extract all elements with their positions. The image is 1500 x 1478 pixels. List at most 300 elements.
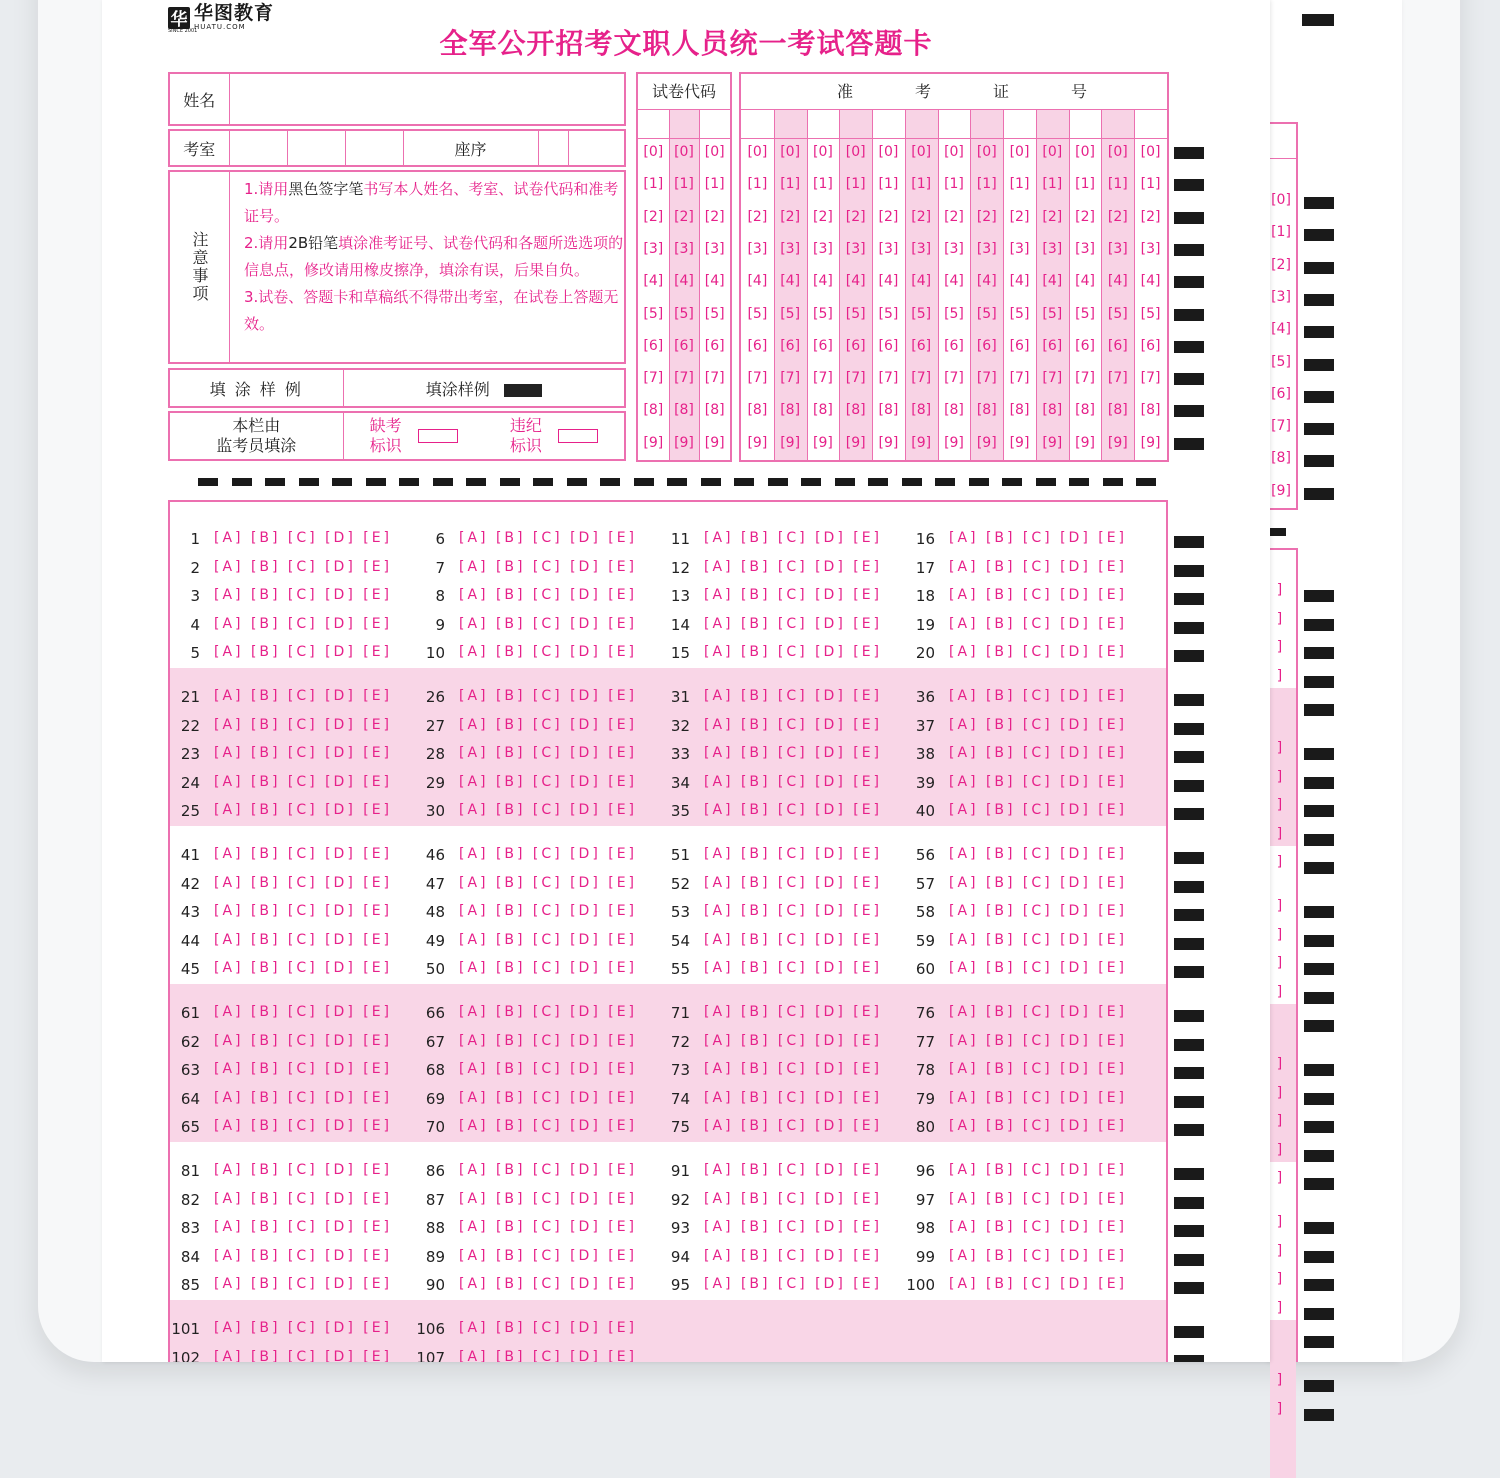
- answer-options[interactable]: [A] [B] [C] [D] [E]: [949, 874, 1128, 891]
- answer-options[interactable]: [A] [B] [C] [D] [E]: [459, 688, 638, 704]
- paper-code-bubble[interactable]: [3]: [643, 240, 664, 257]
- paper-code-bubble[interactable]: [2]: [704, 208, 725, 225]
- admission-bubble[interactable]: [6]: [1009, 337, 1030, 354]
- admission-bubble[interactable]: [8]: [1075, 402, 1095, 419]
- bracket[interactable]: ]: [1276, 667, 1284, 684]
- answer-options[interactable]: [A] [B] [C] [D] [E]: [214, 745, 393, 762]
- answer-options[interactable]: [A] [B] [C] [D] [E]: [949, 745, 1128, 762]
- admission-bubble[interactable]: [4]: [944, 273, 964, 290]
- digit-bubble[interactable]: [9]: [1271, 482, 1291, 499]
- admission-bubble[interactable]: [7]: [1107, 370, 1128, 387]
- admission-bubble[interactable]: [6]: [1075, 337, 1095, 354]
- admission-bubble[interactable]: [7]: [747, 370, 768, 387]
- admission-bubble[interactable]: [0]: [812, 144, 833, 160]
- admission-bubble[interactable]: [0]: [1009, 144, 1030, 160]
- paper-code-bubble[interactable]: [5]: [643, 305, 664, 322]
- admission-bubble[interactable]: [5]: [812, 305, 833, 322]
- answer-options[interactable]: [A] [B] [C] [D] [E]: [704, 903, 883, 920]
- admission-bubble[interactable]: [0]: [1107, 144, 1128, 160]
- admission-bubble[interactable]: [0]: [845, 144, 866, 160]
- answer-options[interactable]: [A] [B] [C] [D] [E]: [949, 802, 1128, 819]
- digit-bubble[interactable]: [1]: [1271, 224, 1291, 241]
- paper-code-bubble[interactable]: [8]: [674, 402, 694, 419]
- admission-bubble[interactable]: [7]: [1075, 370, 1095, 387]
- admission-bubble[interactable]: [8]: [845, 402, 866, 419]
- admission-bubble[interactable]: [4]: [911, 273, 932, 290]
- admission-bubble[interactable]: [8]: [780, 402, 801, 419]
- admission-bubble[interactable]: [9]: [1140, 434, 1161, 451]
- paper-code-bubble[interactable]: [6]: [704, 337, 725, 354]
- bracket[interactable]: ]: [1276, 1242, 1284, 1259]
- answer-options[interactable]: [A] [B] [C] [D] [E]: [459, 587, 638, 604]
- answer-options[interactable]: [A] [B] [C] [D] [E]: [214, 960, 393, 977]
- admission-bubble[interactable]: [1]: [1140, 176, 1161, 193]
- answer-options[interactable]: [A] [B] [C] [D] [E]: [949, 1032, 1128, 1049]
- answer-options[interactable]: [A] [B] [C] [D] [E]: [704, 802, 883, 819]
- admission-bubble[interactable]: [1]: [1075, 176, 1095, 193]
- admission-bubble[interactable]: [8]: [944, 402, 964, 419]
- answer-options[interactable]: [A] [B] [C] [D] [E]: [214, 1348, 393, 1362]
- admission-bubble[interactable]: [1]: [944, 176, 964, 193]
- room-cell[interactable]: [287, 130, 345, 166]
- answer-options[interactable]: [A] [B] [C] [D] [E]: [459, 558, 638, 575]
- admission-bubble[interactable]: [2]: [1107, 208, 1128, 225]
- bracket[interactable]: ]: [1276, 926, 1284, 943]
- paper-code-bubble[interactable]: [3]: [674, 240, 694, 257]
- admission-bubble[interactable]: [5]: [1009, 305, 1030, 322]
- answer-options[interactable]: [A] [B] [C] [D] [E]: [704, 773, 883, 790]
- answer-options[interactable]: [A] [B] [C] [D] [E]: [214, 846, 393, 862]
- bracket[interactable]: ]: [1276, 825, 1284, 842]
- paper-code-bubble[interactable]: [4]: [704, 273, 725, 290]
- admission-bubble[interactable]: [4]: [1107, 273, 1128, 290]
- admission-bubble[interactable]: [4]: [747, 273, 768, 290]
- bracket[interactable]: ]: [1276, 797, 1284, 814]
- answer-options[interactable]: [A] [B] [C] [D] [E]: [214, 1190, 393, 1207]
- admission-bubble[interactable]: [1]: [1107, 176, 1128, 193]
- answer-options[interactable]: [A] [B] [C] [D] [E]: [214, 773, 393, 790]
- answer-options[interactable]: [A] [B] [C] [D] [E]: [949, 773, 1128, 790]
- bracket[interactable]: ]: [1276, 639, 1284, 656]
- digit-bubble[interactable]: [0]: [1271, 192, 1291, 208]
- admission-bubble[interactable]: [8]: [1042, 402, 1063, 419]
- answer-options[interactable]: [A] [B] [C] [D] [E]: [214, 1118, 393, 1135]
- admission-bubble[interactable]: [7]: [878, 370, 899, 387]
- admission-bubble[interactable]: [0]: [976, 144, 997, 160]
- paper-code-bubble[interactable]: [8]: [704, 402, 725, 419]
- answer-options[interactable]: [A] [B] [C] [D] [E]: [704, 688, 883, 704]
- answer-options[interactable]: [A] [B] [C] [D] [E]: [214, 1089, 393, 1106]
- admission-bubble[interactable]: [4]: [845, 273, 866, 290]
- admission-bubble[interactable]: [4]: [1042, 273, 1063, 290]
- answer-options[interactable]: [A] [B] [C] [D] [E]: [459, 1348, 638, 1362]
- seat-cell[interactable]: [538, 130, 568, 166]
- paper-code-bubble[interactable]: [2]: [643, 208, 664, 225]
- answer-options[interactable]: [A] [B] [C] [D] [E]: [459, 1247, 638, 1264]
- answer-options[interactable]: [A] [B] [C] [D] [E]: [704, 587, 883, 604]
- violation-checkbox[interactable]: [558, 429, 598, 443]
- admission-bubble[interactable]: [2]: [812, 208, 833, 225]
- answer-options[interactable]: [A] [B] [C] [D] [E]: [949, 1190, 1128, 1207]
- answer-options[interactable]: [A] [B] [C] [D] [E]: [214, 931, 393, 948]
- admission-bubble[interactable]: [6]: [1140, 337, 1161, 354]
- admission-bubble[interactable]: [4]: [812, 273, 833, 290]
- answer-options[interactable]: [A] [B] [C] [D] [E]: [949, 587, 1128, 604]
- bracket[interactable]: ]: [1276, 1299, 1284, 1316]
- answer-options[interactable]: [A] [B] [C] [D] [E]: [704, 1219, 883, 1236]
- paper-code-bubble[interactable]: [1]: [674, 176, 694, 193]
- admission-bubble[interactable]: [5]: [976, 305, 997, 322]
- answer-options[interactable]: [A] [B] [C] [D] [E]: [214, 1320, 393, 1336]
- answer-options[interactable]: [A] [B] [C] [D] [E]: [459, 1118, 638, 1135]
- answer-options[interactable]: [A] [B] [C] [D] [E]: [949, 716, 1128, 733]
- admission-bubble[interactable]: [3]: [944, 240, 964, 257]
- admission-bubble[interactable]: [1]: [976, 176, 997, 193]
- admission-bubble[interactable]: [5]: [1075, 305, 1095, 322]
- bracket[interactable]: ]: [1276, 610, 1284, 627]
- admission-bubble[interactable]: [7]: [812, 370, 833, 387]
- answer-options[interactable]: [A] [B] [C] [D] [E]: [704, 960, 883, 977]
- room-cell[interactable]: [229, 130, 287, 166]
- admission-bubble[interactable]: [7]: [1042, 370, 1063, 387]
- paper-code-bubble[interactable]: [9]: [643, 434, 664, 451]
- admission-bubble[interactable]: [2]: [944, 208, 964, 225]
- bracket[interactable]: ]: [1276, 983, 1284, 1000]
- digit-bubble[interactable]: [8]: [1271, 450, 1291, 467]
- admission-bubble[interactable]: [9]: [845, 434, 866, 451]
- admission-bubble[interactable]: [7]: [976, 370, 997, 387]
- admission-bubble[interactable]: [4]: [1009, 273, 1030, 290]
- admission-bubble[interactable]: [8]: [1140, 402, 1161, 419]
- answer-options[interactable]: [A] [B] [C] [D] [E]: [214, 1276, 393, 1293]
- admission-bubble[interactable]: [3]: [878, 240, 899, 257]
- bracket[interactable]: ]: [1276, 1400, 1284, 1417]
- answer-options[interactable]: [A] [B] [C] [D] [E]: [949, 1276, 1128, 1293]
- paper-code-bubble[interactable]: [7]: [674, 370, 694, 387]
- admission-bubble[interactable]: [9]: [780, 434, 801, 451]
- admission-bubble[interactable]: [2]: [878, 208, 899, 225]
- paper-code-bubble[interactable]: [7]: [704, 370, 725, 387]
- answer-options[interactable]: [A] [B] [C] [D] [E]: [949, 1089, 1128, 1106]
- answer-options[interactable]: [A] [B] [C] [D] [E]: [704, 846, 883, 862]
- admission-bubble[interactable]: [9]: [812, 434, 833, 451]
- admission-bubble[interactable]: [3]: [911, 240, 932, 257]
- answer-options[interactable]: [A] [B] [C] [D] [E]: [704, 1061, 883, 1078]
- answer-options[interactable]: [A] [B] [C] [D] [E]: [949, 558, 1128, 575]
- admission-bubble[interactable]: [5]: [1042, 305, 1063, 322]
- admission-bubble[interactable]: [1]: [1042, 176, 1063, 193]
- admission-bubble[interactable]: [9]: [747, 434, 768, 451]
- admission-bubble[interactable]: [1]: [780, 176, 801, 193]
- admission-bubble[interactable]: [1]: [911, 176, 932, 193]
- admission-bubble[interactable]: [5]: [747, 305, 768, 322]
- admission-bubble[interactable]: [4]: [780, 273, 801, 290]
- paper-code-bubble[interactable]: [5]: [704, 305, 725, 322]
- answer-options[interactable]: [A] [B] [C] [D] [E]: [459, 1032, 638, 1049]
- admission-bubble[interactable]: [7]: [1140, 370, 1161, 387]
- admission-bubble[interactable]: [4]: [1140, 273, 1161, 290]
- paper-code-bubble[interactable]: [0]: [704, 144, 725, 160]
- paper-code-bubble[interactable]: [1]: [704, 176, 725, 193]
- answer-options[interactable]: [A] [B] [C] [D] [E]: [459, 846, 638, 862]
- admission-bubble[interactable]: [5]: [780, 305, 801, 322]
- answer-options[interactable]: [A] [B] [C] [D] [E]: [459, 745, 638, 762]
- admission-bubble[interactable]: [0]: [1140, 144, 1161, 160]
- answer-options[interactable]: [A] [B] [C] [D] [E]: [949, 903, 1128, 920]
- paper-code-bubble[interactable]: [5]: [674, 305, 694, 322]
- admission-bubble[interactable]: [3]: [812, 240, 833, 257]
- answer-options[interactable]: [A] [B] [C] [D] [E]: [214, 1162, 393, 1178]
- answer-options[interactable]: [A] [B] [C] [D] [E]: [214, 530, 393, 546]
- admission-bubble[interactable]: [8]: [976, 402, 997, 419]
- bracket[interactable]: ]: [1276, 582, 1284, 598]
- answer-options[interactable]: [A] [B] [C] [D] [E]: [704, 716, 883, 733]
- answer-options[interactable]: [A] [B] [C] [D] [E]: [949, 644, 1128, 661]
- admission-bubble[interactable]: [6]: [1107, 337, 1128, 354]
- admission-bubble[interactable]: [8]: [812, 402, 833, 419]
- answer-options[interactable]: [A] [B] [C] [D] [E]: [949, 1219, 1128, 1236]
- admission-bubble[interactable]: [3]: [845, 240, 866, 257]
- answer-options[interactable]: [A] [B] [C] [D] [E]: [704, 931, 883, 948]
- answer-options[interactable]: [A] [B] [C] [D] [E]: [459, 1219, 638, 1236]
- answer-options[interactable]: [A] [B] [C] [D] [E]: [214, 874, 393, 891]
- answer-options[interactable]: [A] [B] [C] [D] [E]: [459, 1276, 638, 1293]
- admission-bubble[interactable]: [0]: [944, 144, 964, 160]
- bracket[interactable]: ]: [1276, 898, 1284, 914]
- room-cell[interactable]: [345, 130, 403, 166]
- paper-code-bubble[interactable]: [1]: [643, 176, 664, 193]
- admission-bubble[interactable]: [3]: [1140, 240, 1161, 257]
- admission-bubble[interactable]: [9]: [1107, 434, 1128, 451]
- answer-options[interactable]: [A] [B] [C] [D] [E]: [459, 1162, 638, 1178]
- digit-bubble[interactable]: [6]: [1271, 385, 1291, 402]
- answer-options[interactable]: [A] [B] [C] [D] [E]: [949, 1118, 1128, 1135]
- answer-options[interactable]: [A] [B] [C] [D] [E]: [704, 1118, 883, 1135]
- answer-options[interactable]: [A] [B] [C] [D] [E]: [949, 615, 1128, 632]
- admission-bubble[interactable]: [6]: [1042, 337, 1063, 354]
- paper-code-bubble[interactable]: [6]: [674, 337, 694, 354]
- bracket[interactable]: ]: [1276, 1170, 1284, 1187]
- answer-options[interactable]: [A] [B] [C] [D] [E]: [459, 960, 638, 977]
- admission-bubble[interactable]: [3]: [1107, 240, 1128, 257]
- paper-code-bubble[interactable]: [8]: [643, 402, 664, 419]
- bracket[interactable]: ]: [1276, 1214, 1284, 1230]
- admission-bubble[interactable]: [6]: [747, 337, 768, 354]
- answer-options[interactable]: [A] [B] [C] [D] [E]: [214, 1004, 393, 1020]
- paper-code-bubble[interactable]: [6]: [643, 337, 664, 354]
- admission-bubble[interactable]: [2]: [911, 208, 932, 225]
- answer-options[interactable]: [A] [B] [C] [D] [E]: [704, 1004, 883, 1020]
- admission-bubble[interactable]: [8]: [911, 402, 932, 419]
- answer-options[interactable]: [A] [B] [C] [D] [E]: [459, 716, 638, 733]
- answer-options[interactable]: [A] [B] [C] [D] [E]: [704, 1276, 883, 1293]
- admission-bubble[interactable]: [7]: [780, 370, 801, 387]
- answer-options[interactable]: [A] [B] [C] [D] [E]: [459, 874, 638, 891]
- seat-cell[interactable]: [568, 130, 625, 166]
- admission-bubble[interactable]: [2]: [1009, 208, 1030, 225]
- name-input[interactable]: [229, 73, 625, 125]
- admission-bubble[interactable]: [5]: [878, 305, 899, 322]
- answer-options[interactable]: [A] [B] [C] [D] [E]: [459, 530, 638, 546]
- admission-bubble[interactable]: [6]: [845, 337, 866, 354]
- answer-options[interactable]: [A] [B] [C] [D] [E]: [949, 1004, 1128, 1020]
- admission-bubble[interactable]: [8]: [1107, 402, 1128, 419]
- answer-options[interactable]: [A] [B] [C] [D] [E]: [949, 931, 1128, 948]
- admission-bubble[interactable]: [1]: [878, 176, 899, 193]
- answer-options[interactable]: [A] [B] [C] [D] [E]: [704, 1032, 883, 1049]
- answer-options[interactable]: [A] [B] [C] [D] [E]: [704, 1089, 883, 1106]
- admission-bubble[interactable]: [6]: [878, 337, 899, 354]
- paper-code-bubble[interactable]: [2]: [674, 208, 694, 225]
- answer-options[interactable]: [A] [B] [C] [D] [E]: [459, 903, 638, 920]
- answer-options[interactable]: [A] [B] [C] [D] [E]: [214, 587, 393, 604]
- admission-bubble[interactable]: [4]: [976, 273, 997, 290]
- bracket[interactable]: ]: [1276, 768, 1284, 785]
- admission-bubble[interactable]: [5]: [1107, 305, 1128, 322]
- admission-bubble[interactable]: [7]: [845, 370, 866, 387]
- admission-bubble[interactable]: [1]: [1009, 176, 1030, 193]
- answer-options[interactable]: [A] [B] [C] [D] [E]: [459, 931, 638, 948]
- paper-code-bubble[interactable]: [9]: [674, 434, 694, 451]
- answer-options[interactable]: [A] [B] [C] [D] [E]: [459, 1320, 638, 1336]
- paper-code-bubble[interactable]: [9]: [704, 434, 725, 451]
- answer-options[interactable]: [A] [B] [C] [D] [E]: [214, 1219, 393, 1236]
- admission-bubble[interactable]: [9]: [976, 434, 997, 451]
- answer-options[interactable]: [A] [B] [C] [D] [E]: [214, 1032, 393, 1049]
- answer-options[interactable]: [A] [B] [C] [D] [E]: [704, 1247, 883, 1264]
- paper-code-bubble[interactable]: [0]: [674, 144, 694, 160]
- admission-bubble[interactable]: [3]: [747, 240, 768, 257]
- answer-options[interactable]: [A] [B] [C] [D] [E]: [459, 802, 638, 819]
- admission-bubble[interactable]: [3]: [976, 240, 997, 257]
- absent-checkbox[interactable]: [418, 429, 458, 443]
- answer-options[interactable]: [A] [B] [C] [D] [E]: [949, 688, 1128, 704]
- answer-options[interactable]: [A] [B] [C] [D] [E]: [949, 846, 1128, 862]
- admission-bubble[interactable]: [5]: [1140, 305, 1161, 322]
- admission-bubble[interactable]: [0]: [1042, 144, 1063, 160]
- paper-code-bubble[interactable]: [0]: [643, 144, 664, 160]
- admission-bubble[interactable]: [1]: [747, 176, 768, 193]
- admission-bubble[interactable]: [0]: [747, 144, 768, 160]
- admission-bubble[interactable]: [6]: [911, 337, 932, 354]
- answer-options[interactable]: [A] [B] [C] [D] [E]: [949, 530, 1128, 546]
- answer-options[interactable]: [A] [B] [C] [D] [E]: [214, 903, 393, 920]
- answer-options[interactable]: [A] [B] [C] [D] [E]: [459, 1190, 638, 1207]
- admission-bubble[interactable]: [6]: [944, 337, 964, 354]
- admission-bubble[interactable]: [5]: [944, 305, 964, 322]
- admission-bubble[interactable]: [6]: [976, 337, 997, 354]
- admission-bubble[interactable]: [7]: [944, 370, 964, 387]
- answer-options[interactable]: [A] [B] [C] [D] [E]: [704, 874, 883, 891]
- admission-bubble[interactable]: [3]: [780, 240, 801, 257]
- answer-options[interactable]: [A] [B] [C] [D] [E]: [704, 615, 883, 632]
- answer-options[interactable]: [A] [B] [C] [D] [E]: [459, 615, 638, 632]
- answer-options[interactable]: [A] [B] [C] [D] [E]: [704, 530, 883, 546]
- admission-bubble[interactable]: [0]: [911, 144, 932, 160]
- answer-options[interactable]: [A] [B] [C] [D] [E]: [704, 644, 883, 661]
- answer-options[interactable]: [A] [B] [C] [D] [E]: [214, 802, 393, 819]
- bracket[interactable]: ]: [1276, 955, 1284, 972]
- answer-options[interactable]: [A] [B] [C] [D] [E]: [459, 1089, 638, 1106]
- admission-bubble[interactable]: [0]: [1075, 144, 1095, 160]
- admission-bubble[interactable]: [2]: [1042, 208, 1063, 225]
- admission-bubble[interactable]: [6]: [812, 337, 833, 354]
- paper-code-bubble[interactable]: [7]: [643, 370, 664, 387]
- answer-options[interactable]: [A] [B] [C] [D] [E]: [949, 960, 1128, 977]
- bracket[interactable]: ]: [1276, 1141, 1284, 1158]
- digit-bubble[interactable]: [4]: [1271, 321, 1291, 338]
- admission-bubble[interactable]: [2]: [1140, 208, 1161, 225]
- bracket[interactable]: ]: [1276, 854, 1284, 871]
- answer-options[interactable]: [A] [B] [C] [D] [E]: [704, 745, 883, 762]
- admission-bubble[interactable]: [0]: [780, 144, 801, 160]
- admission-bubble[interactable]: [8]: [747, 402, 768, 419]
- admission-bubble[interactable]: [4]: [878, 273, 899, 290]
- answer-options[interactable]: [A] [B] [C] [D] [E]: [214, 716, 393, 733]
- digit-bubble[interactable]: [7]: [1271, 418, 1291, 435]
- admission-bubble[interactable]: [3]: [1075, 240, 1095, 257]
- admission-bubble[interactable]: [2]: [976, 208, 997, 225]
- paper-code-bubble[interactable]: [3]: [704, 240, 725, 257]
- admission-bubble[interactable]: [9]: [1009, 434, 1030, 451]
- answer-options[interactable]: [A] [B] [C] [D] [E]: [214, 1247, 393, 1264]
- admission-bubble[interactable]: [5]: [911, 305, 932, 322]
- admission-bubble[interactable]: [3]: [1042, 240, 1063, 257]
- answer-options[interactable]: [A] [B] [C] [D] [E]: [459, 644, 638, 661]
- admission-bubble[interactable]: [1]: [845, 176, 866, 193]
- admission-bubble[interactable]: [4]: [1075, 273, 1095, 290]
- admission-bubble[interactable]: [9]: [944, 434, 964, 451]
- admission-bubble[interactable]: [2]: [780, 208, 801, 225]
- admission-bubble[interactable]: [8]: [878, 402, 899, 419]
- digit-bubble[interactable]: [3]: [1271, 288, 1291, 305]
- admission-bubble[interactable]: [9]: [1075, 434, 1095, 451]
- bracket[interactable]: ]: [1276, 1372, 1284, 1388]
- admission-bubble[interactable]: [6]: [780, 337, 801, 354]
- bracket[interactable]: ]: [1276, 1084, 1284, 1101]
- admission-bubble[interactable]: [2]: [1075, 208, 1095, 225]
- answer-options[interactable]: [A] [B] [C] [D] [E]: [704, 558, 883, 575]
- admission-bubble[interactable]: [0]: [878, 144, 899, 160]
- admission-bubble[interactable]: [2]: [747, 208, 768, 225]
- answer-options[interactable]: [A] [B] [C] [D] [E]: [459, 773, 638, 790]
- answer-options[interactable]: [A] [B] [C] [D] [E]: [949, 1247, 1128, 1264]
- admission-bubble[interactable]: [9]: [878, 434, 899, 451]
- answer-options[interactable]: [A] [B] [C] [D] [E]: [949, 1162, 1128, 1178]
- paper-code-bubble[interactable]: [4]: [674, 273, 694, 290]
- admission-bubble[interactable]: [2]: [845, 208, 866, 225]
- answer-options[interactable]: [A] [B] [C] [D] [E]: [214, 1061, 393, 1078]
- admission-bubble[interactable]: [9]: [1042, 434, 1063, 451]
- bracket[interactable]: ]: [1276, 1271, 1284, 1288]
- answer-options[interactable]: [A] [B] [C] [D] [E]: [459, 1061, 638, 1078]
- admission-bubble[interactable]: [7]: [1009, 370, 1030, 387]
- admission-bubble[interactable]: [9]: [911, 434, 932, 451]
- bracket[interactable]: ]: [1276, 1056, 1284, 1072]
- answer-options[interactable]: [A] [B] [C] [D] [E]: [949, 1061, 1128, 1078]
- answer-options[interactable]: [A] [B] [C] [D] [E]: [214, 558, 393, 575]
- admission-bubble[interactable]: [3]: [1009, 240, 1030, 257]
- admission-bubble[interactable]: [8]: [1009, 402, 1030, 419]
- admission-bubble[interactable]: [5]: [845, 305, 866, 322]
- answer-options[interactable]: [A] [B] [C] [D] [E]: [704, 1190, 883, 1207]
- digit-bubble[interactable]: [5]: [1271, 353, 1291, 370]
- digit-bubble[interactable]: [2]: [1271, 256, 1291, 273]
- answer-options[interactable]: [A] [B] [C] [D] [E]: [214, 644, 393, 661]
- answer-options[interactable]: [A] [B] [C] [D] [E]: [214, 615, 393, 632]
- answer-options[interactable]: [A] [B] [C] [D] [E]: [459, 1004, 638, 1020]
- answer-options[interactable]: [A] [B] [C] [D] [E]: [214, 688, 393, 704]
